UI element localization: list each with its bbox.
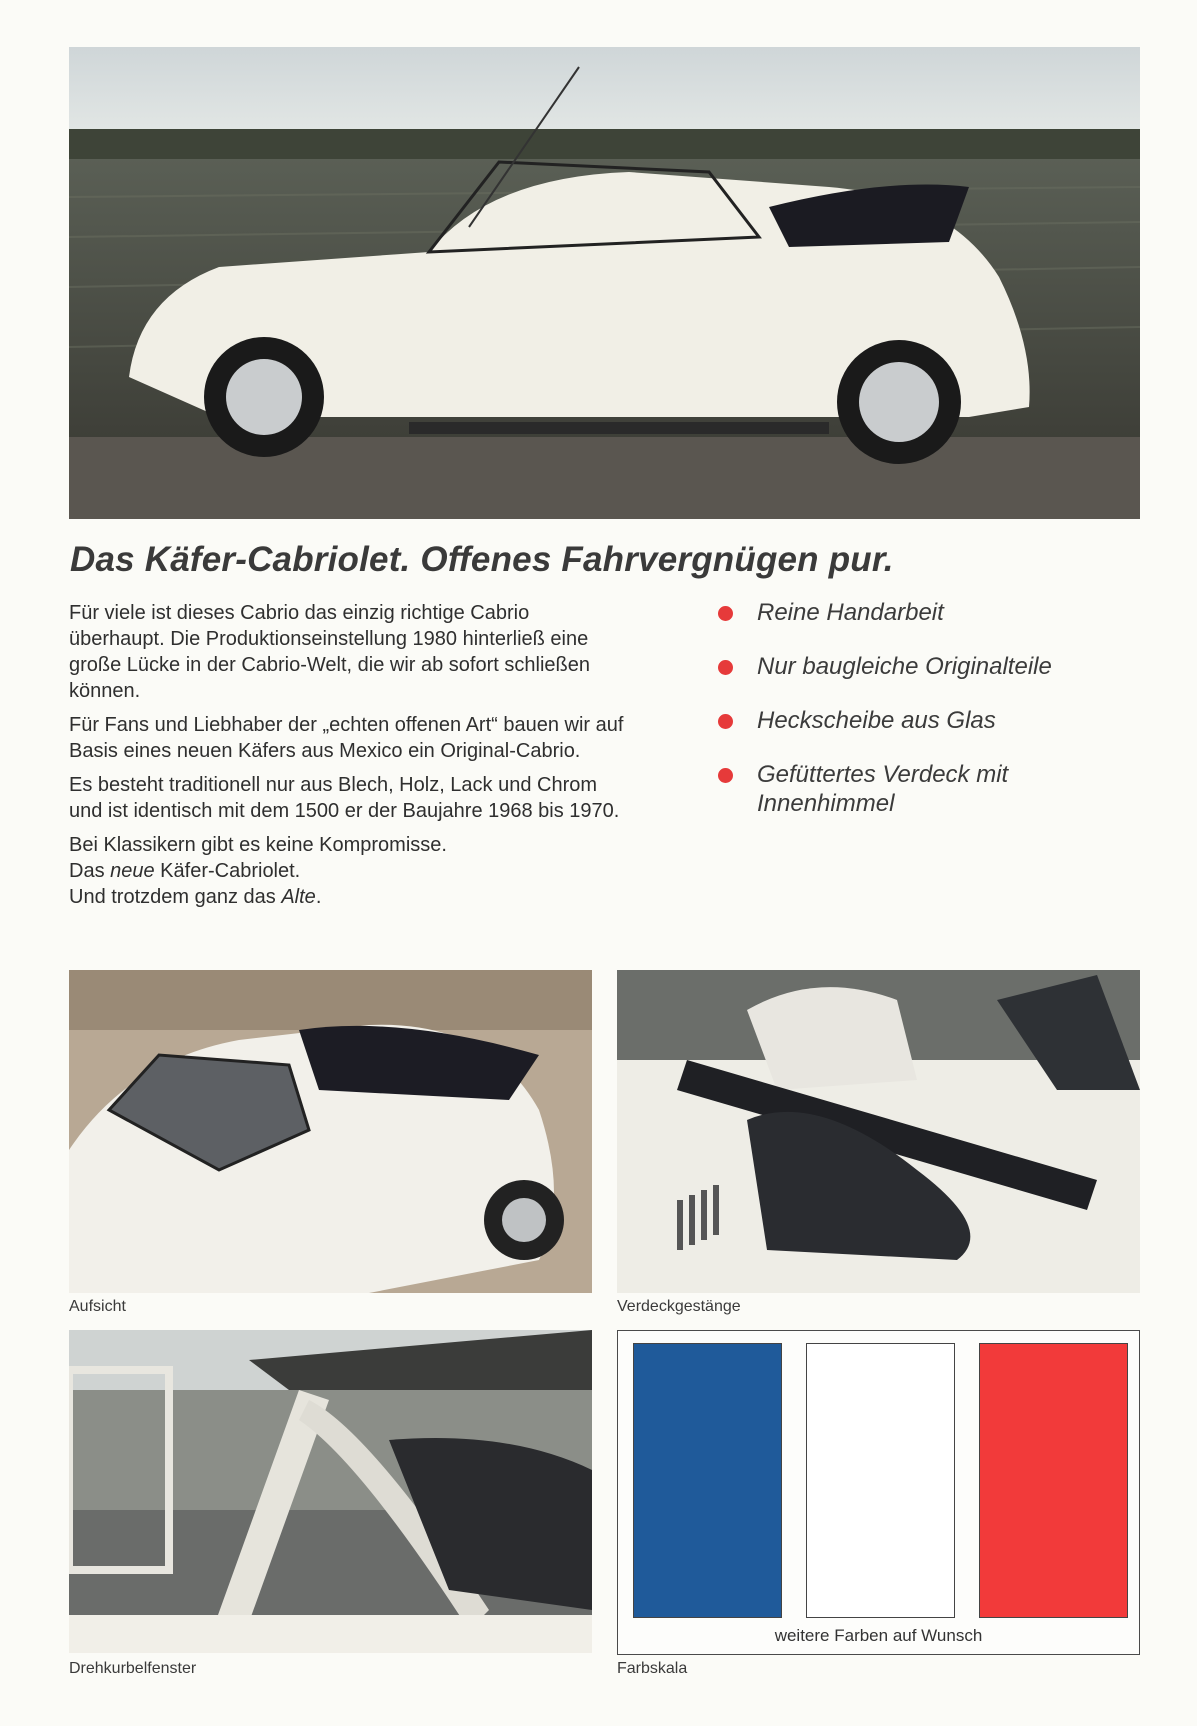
feature-item <box>712 598 1132 627</box>
intro-paragraph-1: Für viele ist dieses Cabrio das einzig richtige Cabrio überhaupt. Die Produktionseinstellung 1980 hinterließ eine große Lücke in der Cabrio-Welt, die wir ab sofort schließen können. <box>69 602 590 702</box>
intro-line: Und trotzdem ganz das <box>69 886 282 908</box>
page-headline: Das Käfer-Cabriolet. Offenes Fahrvergnügen pur. <box>70 540 894 579</box>
hero-photo <box>69 47 1140 519</box>
bullet-dot-icon <box>718 714 733 729</box>
color-scale-box <box>617 1330 1140 1655</box>
intro-line: Das <box>69 860 111 882</box>
bullet-dot-icon <box>718 660 733 675</box>
caption-drehkurbelfenster: Drehkurbelfenster <box>69 1660 197 1677</box>
caption-farbskala: Farbskala <box>617 1660 688 1677</box>
feature-label: Nur baugleiche Originalteile <box>757 653 1052 680</box>
color-swatch-red <box>979 1343 1128 1618</box>
color-scale-note: weitere Farben auf Wunsch <box>774 1626 983 1645</box>
intro-line: . <box>315 886 322 908</box>
feature-label: Gefüttertes Verdeck mit Innenhimmel <box>757 761 1009 817</box>
feature-item <box>712 652 1132 681</box>
intro-paragraph-2: Für Fans und Liebhaber der „echten offenen Art“ bauen wir auf Basis eines neuen Käfers aus Mexico ein Original-Cabrio. <box>69 714 624 762</box>
caption-verdeckgestaenge: Verdeckgestänge <box>617 1298 741 1315</box>
intro-paragraph-3: Es besteht traditionell nur aus Blech, Holz, Lack und Chrom und ist identisch mit dem 1500 er der Baujahre 1968 bis 1970. <box>69 774 620 822</box>
feature-item <box>712 760 1132 818</box>
bullet-dot-icon <box>718 768 733 783</box>
color-swatch-blue <box>633 1343 782 1618</box>
bullet-dot-icon <box>718 606 733 621</box>
intro-text <box>69 600 629 918</box>
color-swatch-white <box>806 1343 955 1618</box>
intro-paragraph-4 <box>69 832 629 910</box>
intro-emphasis: Alte <box>281 886 316 908</box>
intro-emphasis: neue <box>110 860 155 882</box>
feature-list <box>712 598 1132 843</box>
feature-item <box>712 706 1132 735</box>
intro-line: Bei Klassikern gibt es keine Kompromisse. <box>69 834 447 856</box>
feature-label: Heckscheibe aus Glas <box>757 707 996 734</box>
caption-aufsicht: Aufsicht <box>69 1298 126 1315</box>
feature-label: Reine Handarbeit <box>757 599 944 626</box>
photo-aufsicht <box>69 970 592 1293</box>
photo-drehkurbelfenster <box>69 1330 592 1653</box>
intro-line: Käfer-Cabriolet. <box>154 860 301 882</box>
photo-verdeckgestaenge <box>617 970 1140 1293</box>
